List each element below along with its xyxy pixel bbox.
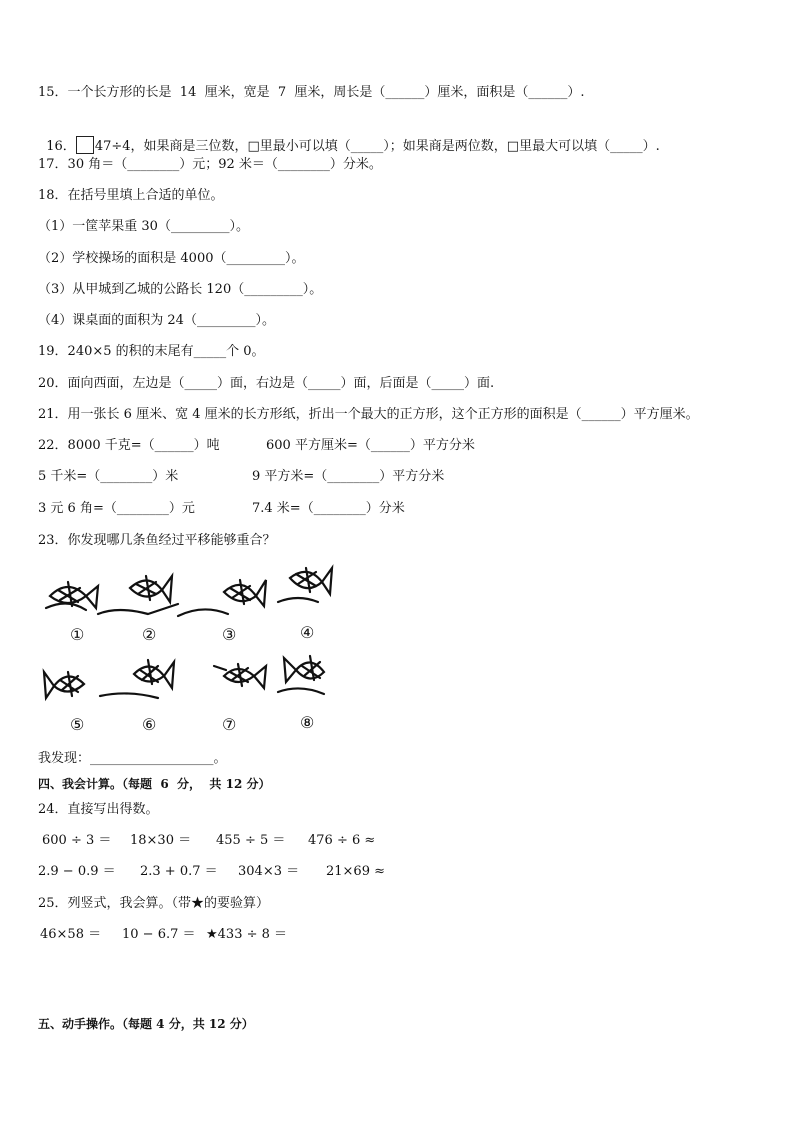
question-25: 25．列竖式，我会算。（带★的要验算） (38, 896, 270, 911)
question-22-row1-left: 22．8000 千克=（______）吨 (38, 438, 220, 453)
question-18: 18．在括号里填上合适的单位。 (38, 188, 224, 203)
question-16-number: 16． (46, 139, 76, 154)
question-19: 19．240×5 的积的末尾有_____个 0。 (38, 344, 265, 359)
question-17: 17．30 角＝（________）元；92 米＝（________）分米。 (38, 157, 382, 172)
fish-3-icon (178, 580, 266, 616)
question-21: 21．用一张长 6 厘米、宽 4 厘米的长方形纸，折出一个最大的正方形，这个正方形的面积是（______）平方厘米。 (38, 407, 699, 422)
q25-item-3: ★433 ÷ 8 ＝ (206, 927, 288, 942)
fish-7-icon (214, 664, 266, 688)
section-4-heading: 四、我会计算。（每题 6 分， 共 12 分） (38, 777, 271, 791)
q24-item-2: 18×30 ＝ (130, 833, 192, 848)
q24-item-8: 21×69 ≈ (326, 864, 386, 879)
fish-label-2: ② (142, 625, 157, 644)
q24-item-7: 304×3 ＝ (238, 864, 300, 879)
fish-8-icon (278, 656, 324, 694)
question-15: 15．一个长方形的长是 14 厘米，宽是 7 厘米，周长是（______）厘米，面积是（______）. (38, 85, 585, 100)
fish-label-6: ⑥ (142, 715, 157, 734)
question-22-row2-right: 9 平方米=（________）平方分米 (252, 469, 445, 484)
blank-box[interactable] (76, 136, 94, 154)
fish-label-5: ⑤ (70, 715, 85, 734)
q25-item-1: 46×58 ＝ (40, 927, 102, 942)
q25-item-2: 10 − 6.7 ＝ (122, 927, 196, 942)
q24-item-5: 2.9 − 0.9 ＝ (38, 864, 116, 879)
question-18-3: （3）从甲城到乙城的公路长 120（_________）。 (38, 282, 323, 297)
question-18-4: （4）课桌面的面积为 24（_________）。 (38, 313, 275, 328)
fish-figure (38, 558, 338, 738)
question-18-2: （2）学校操场的面积是 4000（_________）。 (38, 251, 305, 266)
q24-item-3: 455 ÷ 5 ＝ (216, 833, 286, 848)
fish-2-icon (98, 576, 178, 614)
section-5-heading: 五、动手操作。（每题 4 分，共 12 分） (38, 1017, 254, 1031)
question-22-row3-right: 7.4 米=（________）分米 (252, 501, 405, 516)
question-22-row2-left: 5 千米=（________）米 (38, 469, 179, 484)
question-16-text: 47÷4，如果商是三位数，□里最小可以填（_____）；如果商是两位数，□里最大可以填（_____）. (94, 139, 660, 154)
fish-label-8: ⑧ (300, 713, 315, 732)
fish-4-icon (278, 568, 332, 602)
question-23-answer: 我发现：___________________。 (38, 751, 227, 766)
question-18-1: （1）一筐苹果重 30（_________）。 (38, 219, 249, 234)
fish-label-1: ① (70, 625, 85, 644)
q24-item-1: 600 ÷ 3 ＝ (42, 833, 112, 848)
fish-5-icon (44, 672, 84, 698)
fish-label-4: ④ (300, 623, 315, 642)
question-22-row1-right: 600 平方厘米=（______）平方分米 (266, 438, 475, 453)
q24-item-6: 2.3 + 0.7 ＝ (140, 864, 218, 879)
q24-item-4: 476 ÷ 6 ≈ (308, 833, 376, 848)
fish-1-icon (46, 582, 98, 610)
question-16 (38, 118, 660, 156)
question-24: 24．直接写出得数。 (38, 802, 159, 817)
fish-6-icon (100, 660, 174, 698)
question-23: 23．你发现哪几条鱼经过平移能够重合？ (38, 533, 276, 548)
question-20: 20．面向西面，左边是（_____）面，右边是（_____）面，后面是（_____）面. (38, 376, 495, 391)
question-22-row3-left: 3 元 6 角=（________）元 (38, 501, 195, 516)
fish-label-3: ③ (222, 625, 237, 644)
fish-label-7: ⑦ (222, 715, 237, 734)
